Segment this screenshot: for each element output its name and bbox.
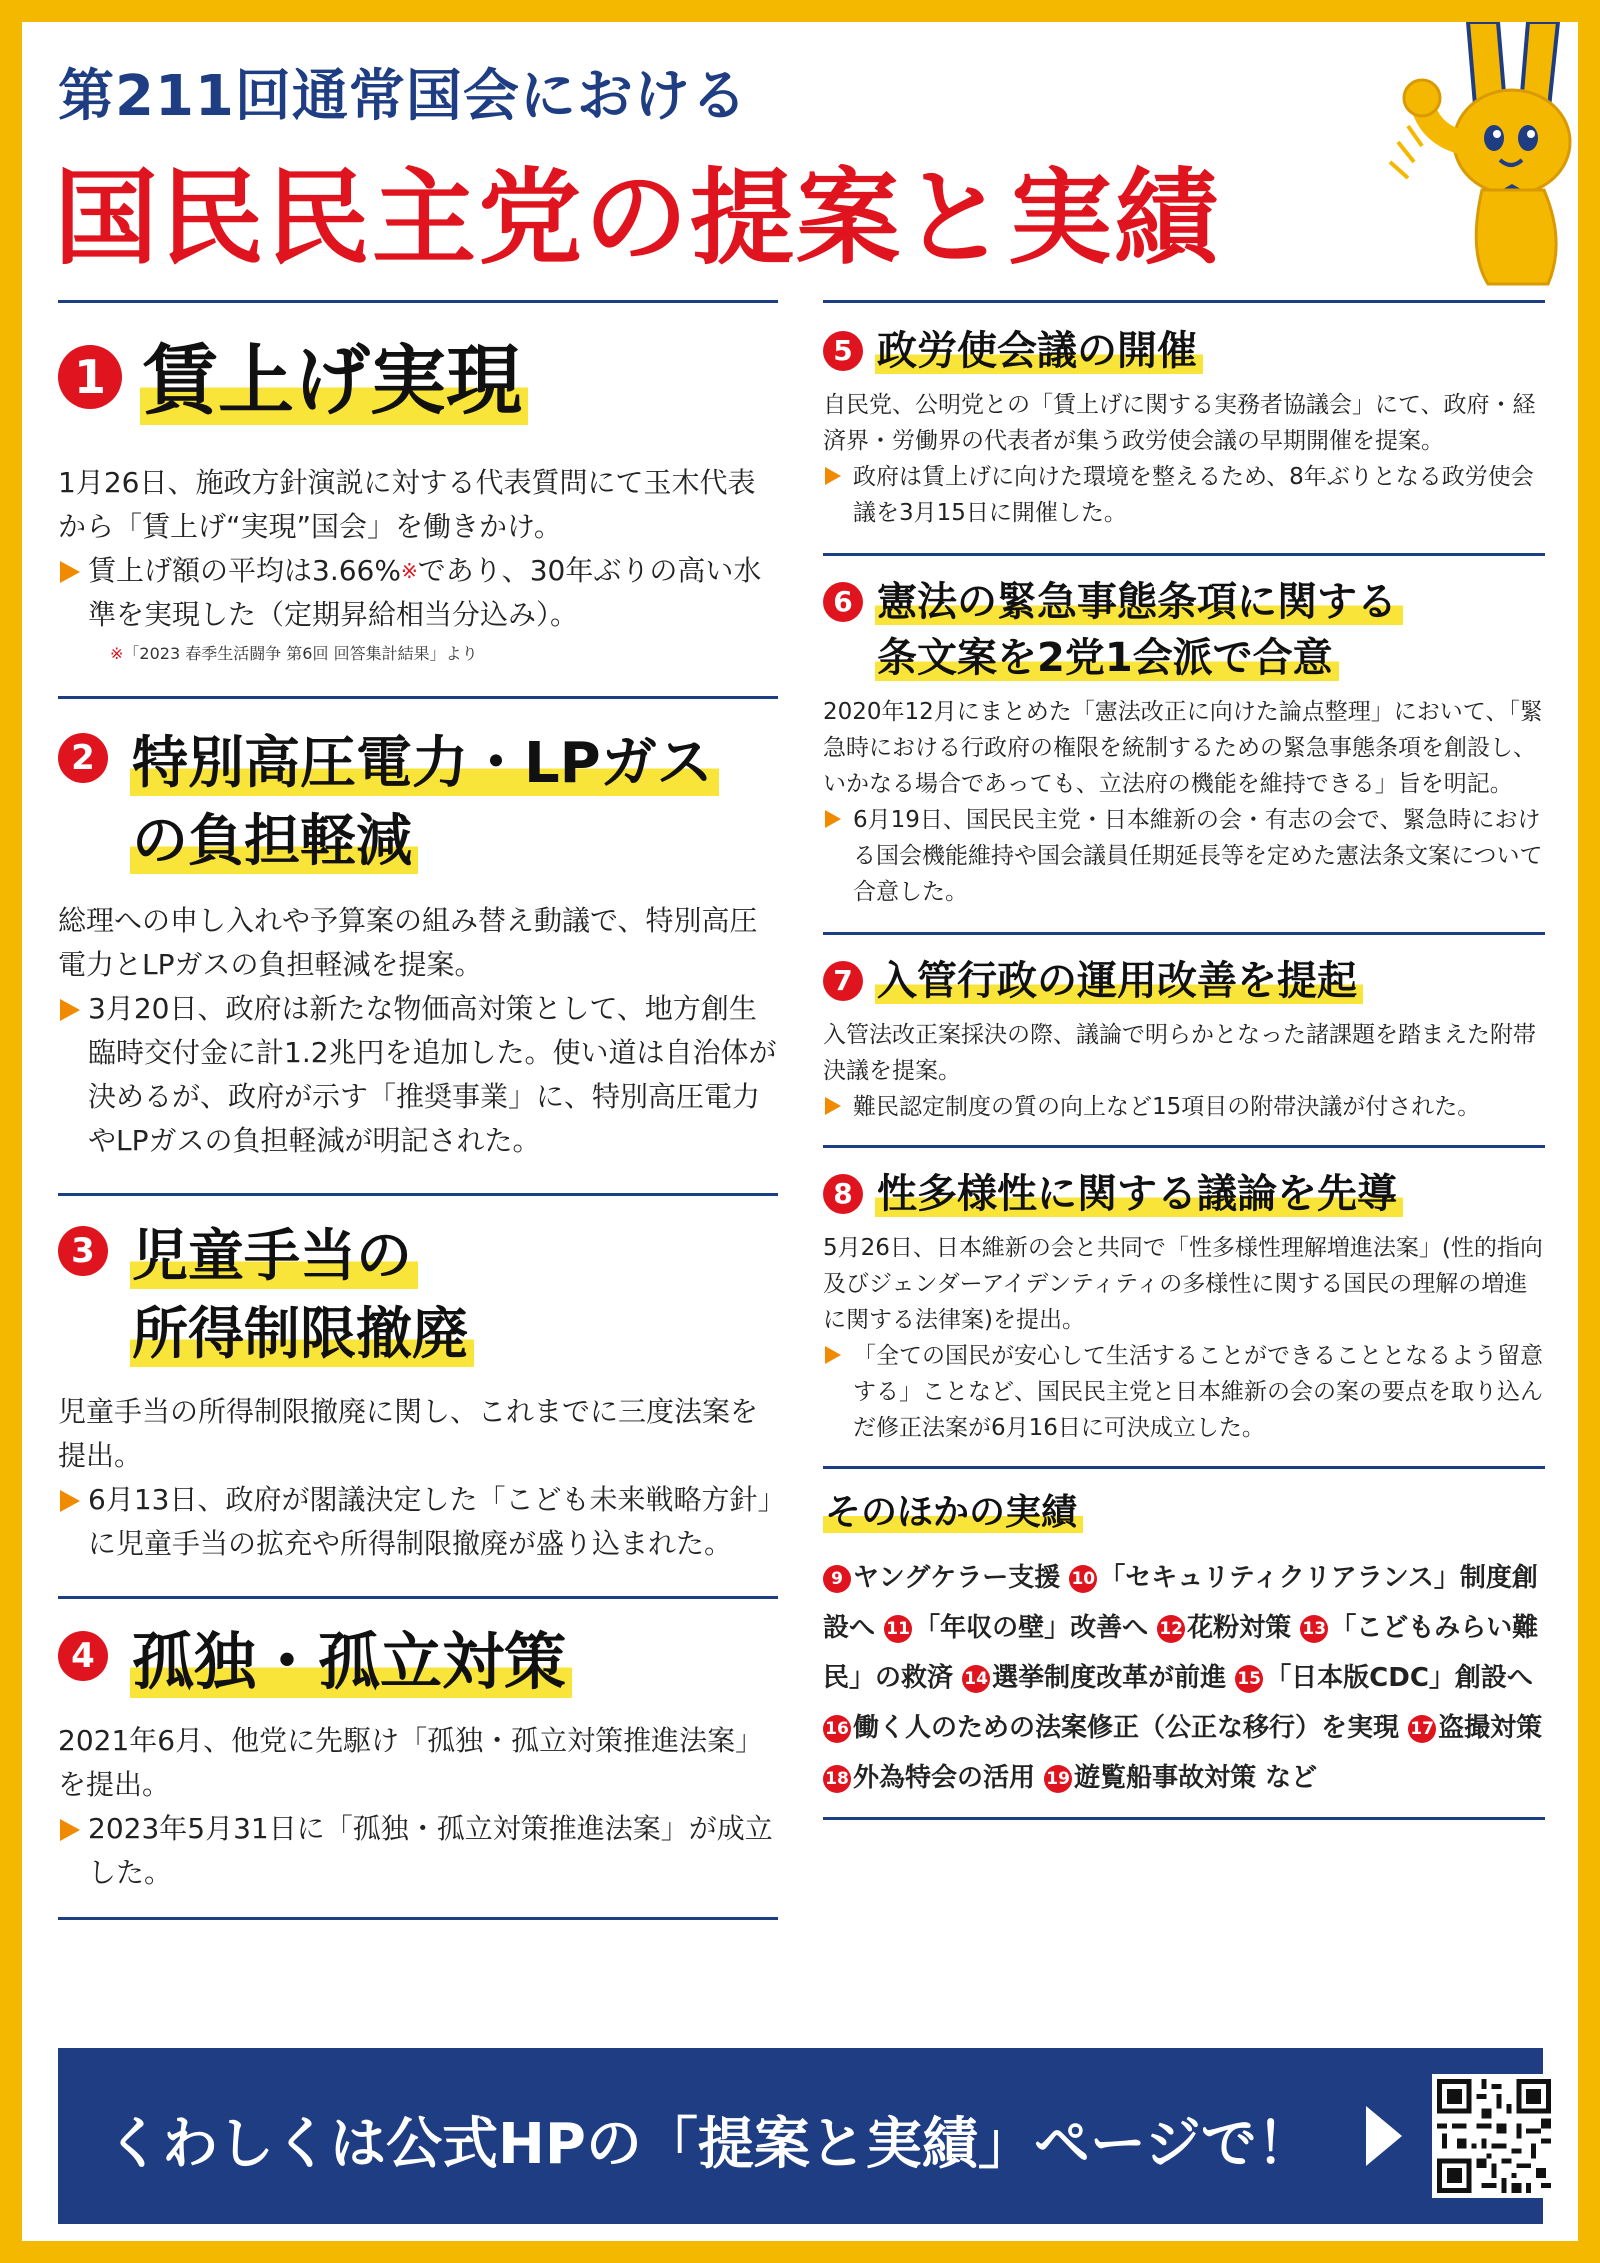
others-item	[884, 1613, 1148, 1643]
section-title: 憲法の緊急事態条項に関する	[875, 579, 1403, 625]
section-title: 賃上げ実現	[140, 336, 528, 425]
section-body: 5月26日、日本維新の会と共同で「性多様性理解増進法案」(性的指向及びジェンダーアイデンティティの多様性に関する国民の理解の増進に関する法律案)を提出。	[823, 1235, 1543, 1333]
number-badge: 5	[823, 331, 863, 371]
number-badge: 4	[58, 1631, 108, 1681]
other-achievements	[823, 1469, 1545, 1803]
section-3	[58, 1196, 778, 1566]
others-item-text: 「年収の壁」改善へ	[914, 1613, 1149, 1643]
section-result: 政府は賃上げに向けた環境を整えるため、8年ぶりとなる政労使会議を3月15日に開催した。	[823, 459, 1545, 531]
others-item	[1408, 1713, 1542, 1743]
left-column	[58, 300, 778, 1920]
section-body: 2020年12月にまとめた「憲法改正に向けた論点整理」において、「緊急時における行政府の権限を統制するための緊急事態条項を創設し、いかなる場合であっても、立法府の機能を維持できる」旨を明記。	[823, 699, 1543, 797]
section-heading	[823, 323, 1545, 379]
number-badge: 14	[962, 1665, 990, 1693]
footnote-mark: ※	[110, 644, 124, 663]
footnote-text: 「2023 春季生活闘争 第6回 回答集計結果」より	[123, 644, 478, 663]
section-heading	[58, 333, 778, 429]
header-subtitle: 第211回通常国会における	[58, 64, 748, 129]
number-badge: 3	[58, 1226, 108, 1276]
section-8	[823, 1148, 1545, 1446]
others-item-text: 「こどもみらい難民」の救済	[823, 1613, 1539, 1693]
section-body: 自民党、公明党との「賃上げに関する実務者協議会」にて、政府・経済界・労働界の代表者が集う政労使会議の早期開催を提案。	[823, 392, 1536, 454]
result-text: であり、30年ぶりの高い水準を実現した（定期昇給相当分込み）。	[88, 554, 762, 631]
divider	[823, 1817, 1545, 1820]
section-result: 難民認定制度の質の向上など15項目の附帯決議が付された。	[823, 1089, 1545, 1125]
section-result	[58, 549, 778, 637]
section-title: の負担軽減	[130, 809, 418, 874]
section-title: 性多様性に関する議論を先導	[875, 1171, 1403, 1217]
others-item	[823, 1713, 1399, 1743]
divider	[58, 1917, 778, 1920]
section-body: 児童手当の所得制限撤廃に関し、これまでに三度法案を提出。	[58, 1395, 759, 1472]
others-item-text: 「日本版CDC」創設へ	[1265, 1663, 1533, 1693]
footnote-mark: ※	[400, 559, 418, 583]
number-badge: 13	[1300, 1615, 1328, 1643]
others-item	[1044, 1763, 1256, 1793]
section-5	[823, 303, 1545, 531]
others-item	[823, 1763, 1035, 1793]
section-body: 1月26日、施政方針演説に対する代表質問にて玉木代表から「賃上げ“実現”国会」を働きかけ。	[58, 466, 756, 543]
number-badge: 16	[823, 1715, 851, 1743]
section-heading	[58, 1218, 778, 1374]
section-heading	[823, 953, 1545, 1009]
others-item-text: 「セキュリティクリアランス」制度創設へ	[823, 1563, 1538, 1643]
section-body: 総理への申し入れや予算案の組み替え動議で、特別高圧電力とLPガスの負担軽減を提案。	[58, 904, 758, 981]
section-title: 条文案を2党1会派で合意	[875, 635, 1339, 681]
section-1	[58, 303, 778, 664]
section-6	[823, 556, 1545, 910]
others-item-text: 花粉対策	[1187, 1613, 1292, 1643]
footer-text: くわしくは公式HPの「提案と実績」ページで！	[106, 2112, 1313, 2177]
others-title: そのほかの実績	[823, 1492, 1083, 1533]
right-column	[823, 300, 1545, 1820]
section-body: 入管法改正案採決の際、議論で明らかとなった諸課題を踏まえた附帯決議を提案。	[823, 1022, 1536, 1084]
header-title: 国民民主党の提案と実績	[54, 157, 1221, 279]
number-badge: 9	[823, 1565, 851, 1593]
footer-banner[interactable]	[58, 2048, 1543, 2224]
section-heading	[823, 574, 1545, 686]
number-badge: 6	[823, 582, 863, 622]
section-result: 6月13日、政府が閣議決定した「こども未来戦略方針」に児童手当の拡充や所得制限撤廃が盛り込まれた。	[58, 1478, 778, 1566]
triangle-right-icon	[1366, 2106, 1402, 2166]
others-item	[1235, 1663, 1533, 1693]
section-title: 所得制限撤廃	[130, 1302, 474, 1367]
section-result: 2023年5月31日に「孤独・孤立対策推進法案」が成立した。	[58, 1807, 778, 1895]
others-item	[823, 1563, 1060, 1593]
section-body: 2021年6月、他党に先駆け「孤独・孤立対策推進法案」を提出。	[58, 1724, 764, 1801]
others-item	[962, 1663, 1226, 1693]
number-badge: 18	[823, 1765, 851, 1793]
others-list	[823, 1553, 1545, 1803]
others-suffix: など	[1265, 1763, 1318, 1793]
others-item	[1157, 1613, 1291, 1643]
number-badge: 12	[1157, 1615, 1185, 1643]
section-title: 特別高圧電力・LPガス	[130, 731, 719, 796]
number-badge: 10	[1069, 1565, 1097, 1593]
number-badge: 11	[884, 1615, 912, 1643]
section-heading	[58, 725, 778, 881]
number-badge: 1	[58, 345, 122, 409]
section-4	[58, 1599, 778, 1895]
result-text: 賃上げ額の平均は3.66%	[88, 554, 401, 587]
section-heading	[58, 1621, 778, 1703]
number-badge: 8	[823, 1174, 863, 1214]
number-badge: 15	[1235, 1665, 1263, 1693]
number-badge: 7	[823, 961, 863, 1001]
section-7	[823, 935, 1545, 1125]
section-title: 児童手当の	[130, 1224, 418, 1289]
mascot-rabbit-icon	[1378, 22, 1578, 292]
section-title: 政労使会議の開催	[875, 328, 1203, 374]
others-item-text: 外為特会の活用	[853, 1763, 1036, 1793]
others-item-text: ヤングケラー支援	[853, 1563, 1061, 1593]
number-badge: 19	[1044, 1765, 1072, 1793]
section-title: 入管行政の運用改善を提起	[875, 958, 1363, 1004]
section-result: 3月20日、政府は新たな物価高対策として、地方創生臨時交付金に計1.2兆円を追加した。使い道は自治体が決めるが、政府が示す「推奨事業」に、特別高圧電力やLPガスの負担軽減が明記された。	[58, 987, 778, 1163]
footnote	[58, 641, 778, 664]
section-2	[58, 699, 778, 1163]
others-item-text: 働く人のための法案修正（公正な移行）を実現	[853, 1713, 1400, 1743]
section-result: 6月19日、国民民主党・日本維新の会・有志の会で、緊急時における国会機能維持や国会議員任期延長等を定めた憲法条文案について合意した。	[823, 802, 1545, 910]
others-item-text: 選挙制度改革が前進	[992, 1663, 1227, 1693]
flyer	[22, 22, 1578, 2241]
section-result: 「全ての国民が安心して生活することができることとなるよう留意する」ことなど、国民民主党と日本維新の会の案の要点を取り込んだ修正法案が6月16日に可決成立した。	[823, 1338, 1545, 1446]
others-item-text: 遊覧船事故対策	[1074, 1763, 1257, 1793]
qr-code-icon[interactable]	[1432, 2074, 1556, 2198]
others-item-text: 盗撮対策	[1438, 1713, 1543, 1743]
section-heading	[823, 1166, 1545, 1222]
section-title: 孤独・孤立対策	[130, 1625, 572, 1698]
number-badge: 2	[58, 733, 108, 783]
number-badge: 17	[1408, 1715, 1436, 1743]
